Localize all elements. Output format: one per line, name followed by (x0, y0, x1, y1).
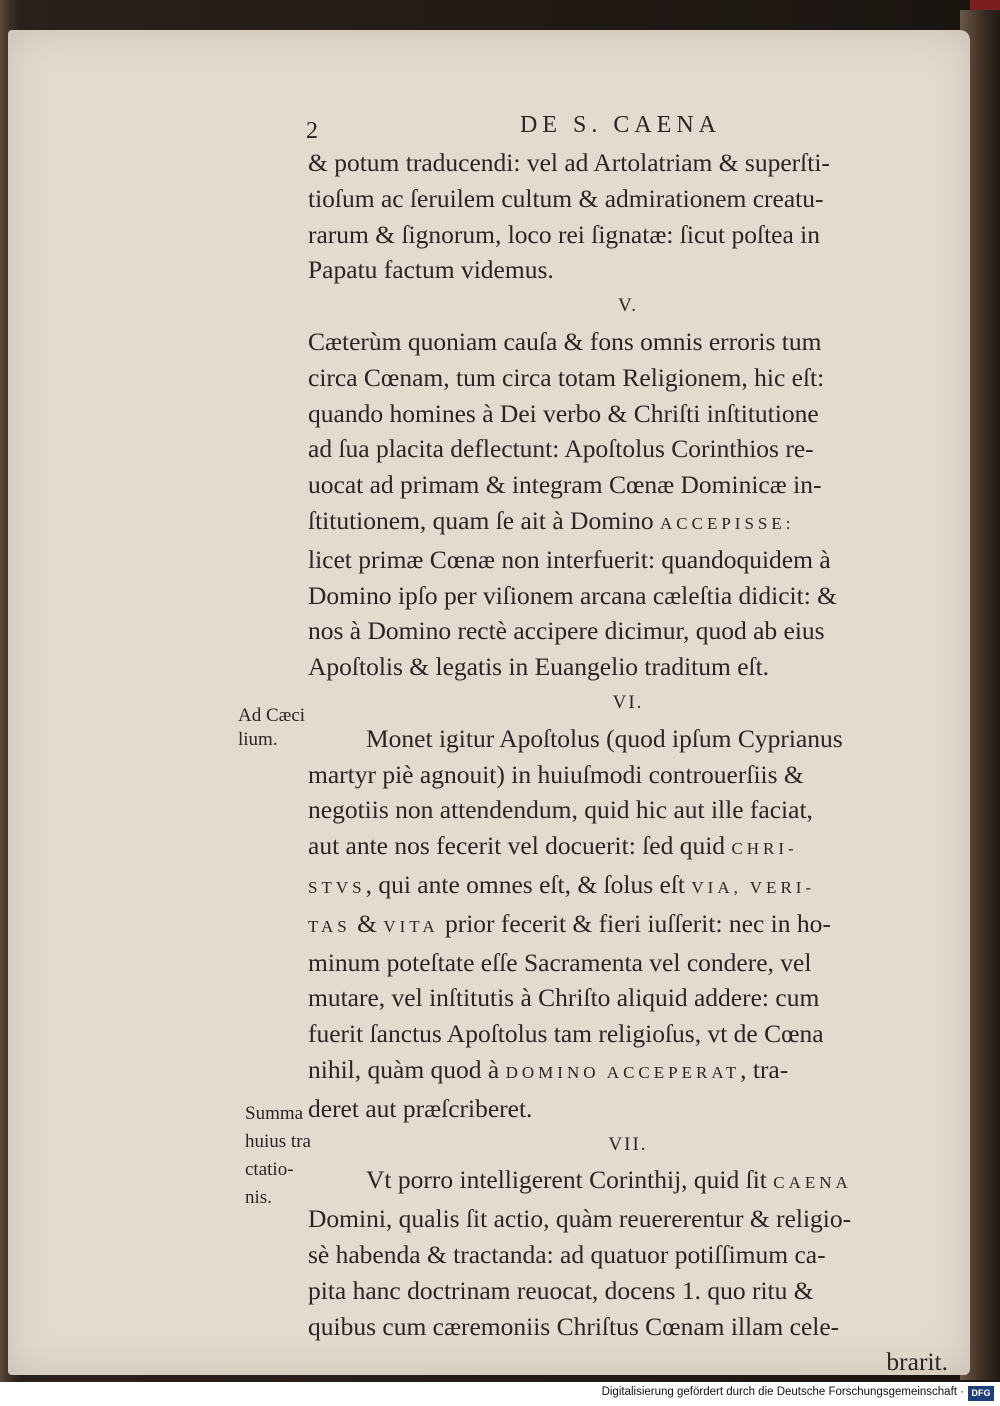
smallcaps-text: VITA (383, 916, 439, 936)
text-line: Domini, qualis ſit actio, quàm reuererentur & religio- (308, 1204, 852, 1234)
text-line: brarit. (886, 1347, 948, 1377)
page-header (300, 112, 940, 142)
marginal-note (245, 1100, 311, 1212)
text-line: negotiis non attendendum, quid hic aut ille faciat, (308, 795, 813, 825)
section-heading-v: V. (617, 295, 639, 317)
text-segment: nihil, quàm quod à (308, 1054, 500, 1084)
smallcaps-text: CAENA (773, 1173, 852, 1193)
text-segment: , qui ante omnes eſt, & ſolus eſt (365, 869, 685, 899)
text-line: & potum traducendi: vel ad Artolatriam & superſti- (308, 148, 830, 177)
text-line: Domino ipſo per viſionem arcana cæleſtia didicit: & (308, 580, 837, 610)
smallcaps-text: DOMINO ACCEPERAT (505, 1062, 741, 1082)
smallcaps-text: CHRI- (731, 839, 798, 859)
text-line (308, 503, 948, 542)
text-line: ad ſua placita deflectunt: Apoſtolus Corinthios re- (308, 434, 814, 464)
text-line: mutare, vel inſtitutis à Chriſto aliquid addere: cum (308, 983, 820, 1013)
text-line: Papatu factum videmus. (308, 255, 554, 285)
text-line: minum poteſtate eſſe Sacramenta vel condere, vel (308, 947, 812, 977)
marginal-note-line: Summa (245, 1103, 304, 1124)
text-line: Monet igitur Apoſtolus (quod ipſum Cyprianus (366, 723, 843, 753)
section-heading-vii: VII. (608, 1133, 648, 1155)
text-line: nos à Domino rectè accipere dicimur, quod ab eius (308, 616, 825, 646)
marginal-note (238, 704, 305, 752)
smallcaps-text: VIA, VERI- (691, 877, 816, 897)
text-line (308, 906, 948, 945)
text-segment: , tra- (740, 1054, 789, 1084)
text-line: tioſum ac ſeruilem cultum & admirationem creatu- (308, 183, 824, 213)
text-segment: aut ante nos fecerit vel docuerit: ſed quid (308, 831, 726, 861)
text-line: circa Cœnam, tum circa totam Religionem, hic eſt: (308, 362, 825, 392)
text-line: quando homines à Dei verbo & Chriſti inſtitutione (308, 398, 819, 428)
text-segment: Vt porro intelligerent Corinthij, quid ſit (366, 1165, 767, 1195)
text-line: martyr piè agnouit) in huiuſmodi controuerſiis & (308, 759, 804, 789)
text-segment: ſtitutionem, quam ſe ait à Domino (308, 505, 654, 535)
text-line: licet primæ Cœnæ non interfuerit: quandoquidem à (308, 544, 831, 574)
text-line: sè habenda & tractanda: ad quatuor potiſſimum ca- (308, 1239, 826, 1269)
smallcaps-text: STVS (308, 877, 366, 897)
text-line (308, 1052, 948, 1091)
dfg-logo: DFG (968, 1386, 994, 1401)
smallcaps-text: TAS (308, 916, 351, 936)
digitization-footer (0, 1382, 1000, 1406)
text-line: rarum & ſignorum, loco rei ſignatæ: ſicut poſtea in (308, 219, 821, 249)
marginal-note-line: lium. (238, 729, 278, 750)
text-line: fuerit ſanctus Apoſtolus tam religioſus, vt de Cœna (308, 1019, 824, 1049)
marginal-note-line: huius tra (245, 1131, 311, 1152)
body-text (308, 145, 948, 1380)
text-segment: prior fecerit & fieri iuſſerit: nec in ho- (438, 908, 831, 938)
text-line (308, 1162, 948, 1201)
footer-credit: Digitalisierung gefördert durch die Deutsche Forschungsgemeinschaft · (601, 1386, 964, 1398)
text-line: quibus cum cæremoniis Chriſtus Cœnam illam cele- (308, 1311, 840, 1341)
text-line: uocat ad primam & integram Cœnæ Dominicæ in- (308, 470, 822, 500)
marginal-note-line: Ad Cæci (238, 705, 306, 726)
marginal-note-line: ctatio- (245, 1159, 294, 1180)
marginal-note-line: nis. (245, 1187, 272, 1208)
page-number: 2 (306, 118, 318, 144)
running-title: DE S. CAENA (520, 112, 722, 138)
text-line (308, 828, 948, 867)
text-line: pita hanc doctrinam reuocat, docens 1. quo ritu & (308, 1275, 814, 1305)
smallcaps-text: ACCEPISSE: (659, 513, 795, 533)
text-line: deret aut præſcriberet. (308, 1093, 533, 1123)
text-line: Cæterùm quoniam cauſa & fons omnis erroris tum (308, 326, 822, 356)
text-line: Apoſtolis & legatis in Euangelio traditum eſt. (308, 652, 770, 682)
text-line (308, 867, 948, 906)
text-segment: & (350, 908, 384, 938)
section-heading-vi: VI. (612, 691, 644, 713)
